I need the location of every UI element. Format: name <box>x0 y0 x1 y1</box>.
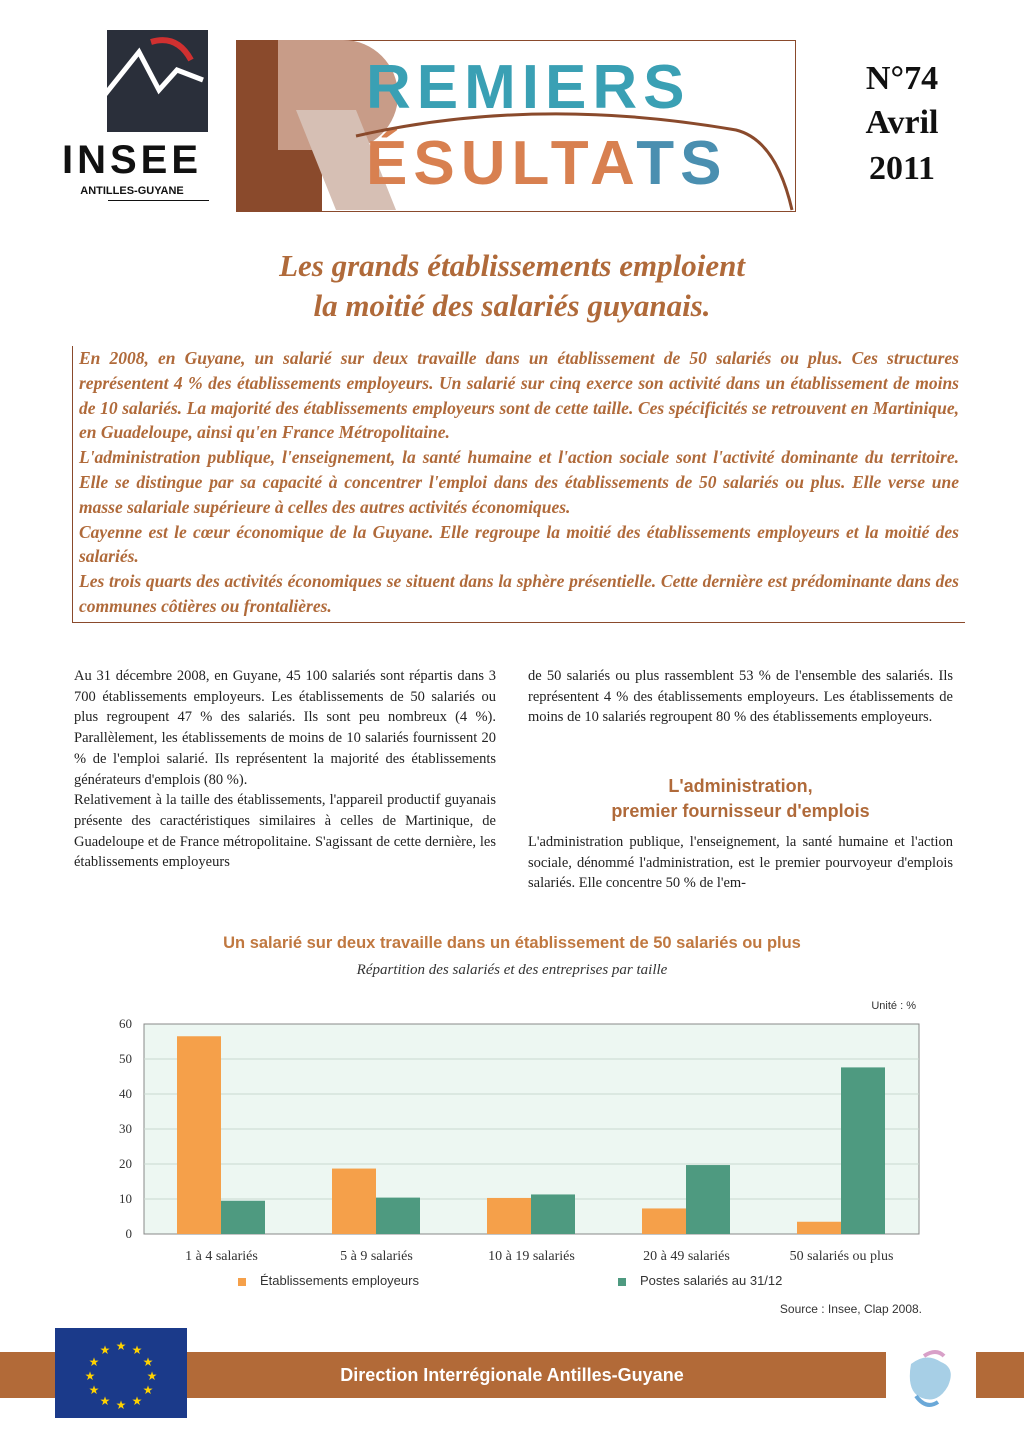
y-tick-label: 20 <box>119 1156 132 1171</box>
body-paragraph: L'administration publique, l'enseignement, la santé humaine et l'action sociale, dénommé l'administration, est le premier pourvoyeur d'emplois salariés. Elle concentre 50 % de l'em- <box>528 834 953 892</box>
body-paragraph: Relativement à la taille des établissements, l'appareil productif guyanais présente des caractéristiques similaires à celles de Martinique, de Guadeloupe et de France métropolitaine. S'agissant de cette dernière, les établissements employeurs <box>74 792 496 871</box>
legend-item-etablissements <box>238 1272 419 1290</box>
svg-text:★: ★ <box>88 1383 100 1397</box>
bar-postes <box>686 1165 730 1234</box>
bar-etablissements <box>332 1169 376 1234</box>
abstract-paragraph: L'administration publique, l'enseignement, la santé humaine et l'action sociale sont l'activité dominante du territoire. Elle se distingue par sa capacité à concentrer l'emploi dans des établissements de 50 salariés ou plus. Elle verse une masse salariale supérieure à celles des autres activités économiques. <box>79 447 959 517</box>
svg-text:★: ★ <box>115 1339 127 1353</box>
page-headline <box>100 246 924 326</box>
abstract-paragraph: En 2008, en Guyane, un salarié sur deux travaille dans un établissement de 50 salariés ou plus. Ces structures représentent 4 % des établissements employeurs. Un salarié sur cinq exerce son activité dans un établissement de moins de 10 salariés. La majorité des établissements employeurs sont de cette taille. Ces spécificités se retrouvent en Martinique, en Guadeloupe, ainsi qu'en France Métropolitaine. <box>79 348 959 443</box>
body-column-right-2 <box>528 832 953 894</box>
logo-wordmark: INSEE <box>61 138 203 182</box>
legend-item-postes <box>618 1272 782 1290</box>
section-heading-line-2: premier fournisseur d'emplois <box>611 801 870 821</box>
x-tick-label: 10 à 19 salariés <box>488 1249 575 1264</box>
y-tick-label: 50 <box>119 1051 132 1066</box>
svg-text:★: ★ <box>142 1383 154 1397</box>
eu-flag-icon <box>55 1328 187 1418</box>
banner-title-resultats-b: TS <box>636 129 728 198</box>
legend-swatch <box>618 1278 626 1286</box>
abstract-paragraph: Les trois quarts des activités économiques se situent dans la sphère présentielle. Cette dernière est prédominante dans des communes côtières ou frontalières. <box>79 571 959 616</box>
svg-text:★: ★ <box>88 1355 100 1369</box>
section-heading <box>528 774 953 824</box>
x-tick-label: 50 salariés ou plus <box>789 1249 894 1264</box>
bar-postes <box>376 1198 420 1234</box>
issue-year: 2011 <box>868 150 936 187</box>
section-heading-line-1: L'administration, <box>668 776 813 796</box>
headline-line-1: Les grands établissements emploient <box>279 248 745 283</box>
x-tick-label: 5 à 9 salariés <box>340 1249 413 1264</box>
svg-text:★: ★ <box>146 1369 158 1383</box>
x-tick-label: 1 à 4 salariés <box>185 1249 258 1264</box>
logo-region: ANTILLES-GUYANE <box>80 185 184 197</box>
region-map-shape-icon <box>886 1334 976 1424</box>
chart-title: Un salarié sur deux travaille dans un établissement de 50 salariés ou plus <box>223 934 801 952</box>
eu-stars-icon <box>55 1328 187 1418</box>
legend-label: Postes salariés au 31/12 <box>640 1273 783 1288</box>
banner-swoosh-icon <box>236 40 796 212</box>
chart-unit: Unité : % <box>871 1000 916 1012</box>
chart-source: Source : Insee, Clap 2008. <box>779 1302 922 1316</box>
region-map-icon <box>886 1334 976 1424</box>
abstract-box <box>72 346 965 623</box>
y-tick-label: 60 <box>119 1016 132 1031</box>
svg-text:★: ★ <box>99 1394 111 1408</box>
bar-chart <box>90 1010 940 1265</box>
x-tick-label: 20 à 49 salariés <box>643 1249 730 1264</box>
legend-label: Établissements employeurs <box>260 1273 419 1288</box>
y-tick-label: 0 <box>125 1226 132 1241</box>
y-tick-label: 10 <box>119 1191 132 1206</box>
svg-text:★: ★ <box>142 1355 154 1369</box>
y-axis-ticks <box>119 1016 132 1241</box>
svg-text:★: ★ <box>84 1369 96 1383</box>
body-column-left <box>74 666 496 873</box>
abstract-paragraph: Cayenne est le cœur économique de la Guyane. Elle regroupe la moitié des établissements employeurs et la moitié des salariés. <box>79 521 959 567</box>
issue-month: Avril <box>865 104 939 141</box>
bar-etablissements <box>487 1198 531 1234</box>
banner-title-resultats-a: ÉSULTA <box>366 129 637 198</box>
svg-text:★: ★ <box>115 1398 127 1412</box>
bar-etablissements <box>642 1208 686 1234</box>
svg-text:★: ★ <box>131 1343 143 1357</box>
headline-line-2: la moitié des salariés guyanais. <box>313 288 711 323</box>
x-axis-ticks <box>185 1249 893 1264</box>
body-paragraph: Au 31 décembre 2008, en Guyane, 45 100 salariés sont répartis dans 3 700 établissements employeurs. Les établissements de 50 salariés ou plus regroupent 47 % des salariés. Ils sont peu nombreux (4 %). Parallèlement, les établissements de moins de 10 salariés fournissent 20 % de l'emploi salarié. Ils représentent la majorité des établissements générateurs d'emplois (80 %). <box>74 668 496 788</box>
bar-etablissements <box>177 1036 221 1234</box>
bar-postes <box>221 1201 265 1234</box>
insee-logo-mark <box>107 30 208 132</box>
svg-text:★: ★ <box>99 1343 111 1357</box>
bar-etablissements <box>797 1222 841 1234</box>
y-tick-label: 30 <box>119 1121 132 1136</box>
chart-subtitle: Répartition des salariés et des entreprises par taille <box>356 962 668 978</box>
banner-title-premiers: REMIERS <box>366 53 691 122</box>
bar-postes <box>841 1067 885 1234</box>
svg-text:★: ★ <box>131 1394 143 1408</box>
logo-divider <box>108 200 209 201</box>
body-paragraph: de 50 salariés ou plus rassemblent 53 % de l'ensemble des salariés. Ils représentent 4 % des établissements employeurs. Les établissements de moins de 10 salariés regroupent 80 % des établissements employeurs. <box>528 668 953 726</box>
issue-number: N°74 <box>865 60 939 97</box>
body-column-right <box>528 666 953 728</box>
legend-swatch <box>238 1278 246 1286</box>
insee-logo-icon <box>107 30 208 132</box>
bar-postes <box>531 1194 575 1234</box>
y-tick-label: 40 <box>119 1086 132 1101</box>
footer-text: Direction Interrégionale Antilles-Guyane <box>340 1365 684 1385</box>
